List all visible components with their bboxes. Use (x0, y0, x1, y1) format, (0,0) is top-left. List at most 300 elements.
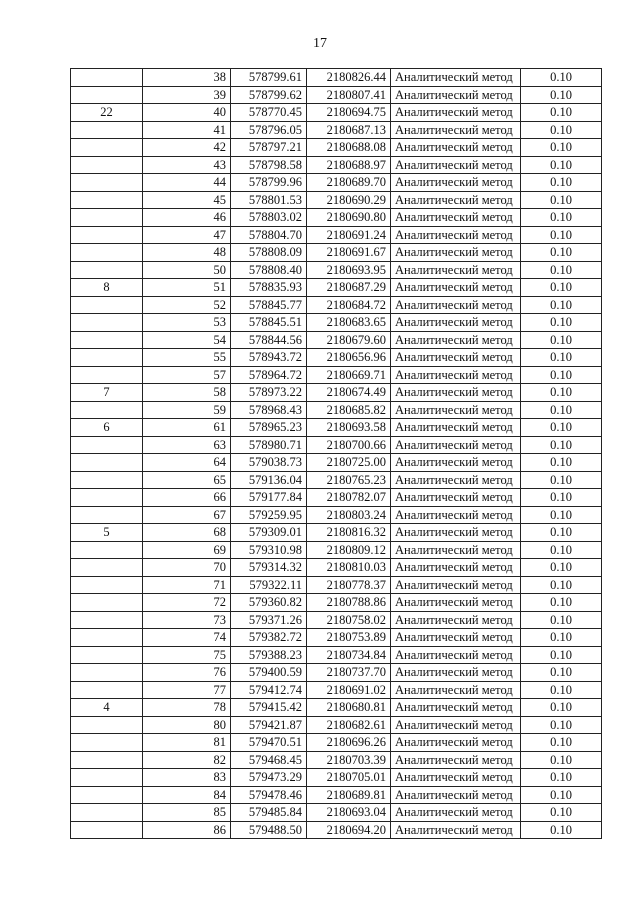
point-number-cell: 63 (143, 436, 231, 454)
x-coordinate-cell: 579415.42 (231, 699, 307, 717)
method-cell: Аналитический метод (391, 86, 521, 104)
accuracy-cell: 0.10 (521, 296, 602, 314)
x-coordinate-cell: 579177.84 (231, 489, 307, 507)
contour-number-cell (71, 716, 143, 734)
method-cell: Аналитический метод (391, 611, 521, 629)
accuracy-cell: 0.10 (521, 629, 602, 647)
y-coordinate-cell: 2180669.71 (307, 366, 391, 384)
y-coordinate-cell: 2180694.20 (307, 821, 391, 839)
y-coordinate-cell: 2180807.41 (307, 86, 391, 104)
contour-number-cell (71, 209, 143, 227)
point-number-cell: 48 (143, 244, 231, 262)
table-row (71, 296, 602, 314)
accuracy-cell: 0.10 (521, 751, 602, 769)
table-row (71, 384, 602, 402)
table-row (71, 244, 602, 262)
contour-number-cell: 7 (71, 384, 143, 402)
contour-number-cell (71, 331, 143, 349)
accuracy-cell: 0.10 (521, 646, 602, 664)
x-coordinate-cell: 579038.73 (231, 454, 307, 472)
accuracy-cell: 0.10 (521, 716, 602, 734)
table-row (71, 436, 602, 454)
y-coordinate-cell: 2180691.02 (307, 681, 391, 699)
method-cell: Аналитический метод (391, 384, 521, 402)
method-cell: Аналитический метод (391, 541, 521, 559)
method-cell: Аналитический метод (391, 646, 521, 664)
table-row (71, 524, 602, 542)
y-coordinate-cell: 2180683.65 (307, 314, 391, 332)
accuracy-cell: 0.10 (521, 121, 602, 139)
y-coordinate-cell: 2180680.81 (307, 699, 391, 717)
y-coordinate-cell: 2180782.07 (307, 489, 391, 507)
y-coordinate-cell: 2180753.89 (307, 629, 391, 647)
x-coordinate-cell: 579400.59 (231, 664, 307, 682)
y-coordinate-cell: 2180679.60 (307, 331, 391, 349)
table-row (71, 541, 602, 559)
method-cell: Аналитический метод (391, 471, 521, 489)
coordinates-table (70, 68, 602, 839)
x-coordinate-cell: 579478.46 (231, 786, 307, 804)
point-number-cell: 83 (143, 769, 231, 787)
point-number-cell: 74 (143, 629, 231, 647)
accuracy-cell: 0.10 (521, 314, 602, 332)
method-cell: Аналитический метод (391, 821, 521, 839)
accuracy-cell: 0.10 (521, 261, 602, 279)
point-number-cell: 38 (143, 69, 231, 87)
contour-number-cell (71, 261, 143, 279)
y-coordinate-cell: 2180810.03 (307, 559, 391, 577)
point-number-cell: 84 (143, 786, 231, 804)
table-row (71, 699, 602, 717)
y-coordinate-cell: 2180656.96 (307, 349, 391, 367)
contour-number-cell (71, 401, 143, 419)
coordinates-table-body (71, 69, 602, 839)
table-row (71, 769, 602, 787)
y-coordinate-cell: 2180689.70 (307, 174, 391, 192)
contour-number-cell (71, 69, 143, 87)
x-coordinate-cell: 579360.82 (231, 594, 307, 612)
accuracy-cell: 0.10 (521, 559, 602, 577)
contour-number-cell: 4 (71, 699, 143, 717)
point-number-cell: 50 (143, 261, 231, 279)
point-number-cell: 72 (143, 594, 231, 612)
table-row (71, 279, 602, 297)
x-coordinate-cell: 578803.02 (231, 209, 307, 227)
accuracy-cell: 0.10 (521, 86, 602, 104)
method-cell: Аналитический метод (391, 664, 521, 682)
point-number-cell: 73 (143, 611, 231, 629)
accuracy-cell: 0.10 (521, 104, 602, 122)
method-cell: Аналитический метод (391, 804, 521, 822)
x-coordinate-cell: 578968.43 (231, 401, 307, 419)
table-row (71, 611, 602, 629)
method-cell: Аналитический метод (391, 489, 521, 507)
point-number-cell: 67 (143, 506, 231, 524)
table-row (71, 594, 602, 612)
y-coordinate-cell: 2180734.84 (307, 646, 391, 664)
table-row (71, 226, 602, 244)
y-coordinate-cell: 2180689.81 (307, 786, 391, 804)
x-coordinate-cell: 579322.11 (231, 576, 307, 594)
page-number: 17 (313, 36, 327, 51)
contour-number-cell (71, 576, 143, 594)
accuracy-cell: 0.10 (521, 454, 602, 472)
x-coordinate-cell: 579470.51 (231, 734, 307, 752)
y-coordinate-cell: 2180684.72 (307, 296, 391, 314)
table-row (71, 576, 602, 594)
point-number-cell: 69 (143, 541, 231, 559)
method-cell: Аналитический метод (391, 279, 521, 297)
table-row (71, 121, 602, 139)
table-row (71, 314, 602, 332)
contour-number-cell: 5 (71, 524, 143, 542)
point-number-cell: 51 (143, 279, 231, 297)
accuracy-cell: 0.10 (521, 209, 602, 227)
table-row (71, 139, 602, 157)
contour-number-cell (71, 629, 143, 647)
accuracy-cell: 0.10 (521, 804, 602, 822)
point-number-cell: 58 (143, 384, 231, 402)
contour-number-cell (71, 541, 143, 559)
x-coordinate-cell: 579136.04 (231, 471, 307, 489)
contour-number-cell (71, 786, 143, 804)
point-number-cell: 80 (143, 716, 231, 734)
contour-number-cell: 8 (71, 279, 143, 297)
y-coordinate-cell: 2180685.82 (307, 401, 391, 419)
accuracy-cell: 0.10 (521, 69, 602, 87)
x-coordinate-cell: 579382.72 (231, 629, 307, 647)
table-row (71, 716, 602, 734)
table-row (71, 629, 602, 647)
x-coordinate-cell: 579314.32 (231, 559, 307, 577)
point-number-cell: 75 (143, 646, 231, 664)
table-row (71, 646, 602, 664)
table-row (71, 559, 602, 577)
table-row (71, 156, 602, 174)
point-number-cell: 59 (143, 401, 231, 419)
contour-number-cell (71, 86, 143, 104)
accuracy-cell: 0.10 (521, 226, 602, 244)
point-number-cell: 46 (143, 209, 231, 227)
accuracy-cell: 0.10 (521, 769, 602, 787)
x-coordinate-cell: 578796.05 (231, 121, 307, 139)
table-row (71, 804, 602, 822)
y-coordinate-cell: 2180687.29 (307, 279, 391, 297)
accuracy-cell: 0.10 (521, 611, 602, 629)
contour-number-cell (71, 314, 143, 332)
accuracy-cell: 0.10 (521, 506, 602, 524)
y-coordinate-cell: 2180758.02 (307, 611, 391, 629)
method-cell: Аналитический метод (391, 769, 521, 787)
x-coordinate-cell: 578980.71 (231, 436, 307, 454)
method-cell: Аналитический метод (391, 436, 521, 454)
y-coordinate-cell: 2180674.49 (307, 384, 391, 402)
y-coordinate-cell: 2180809.12 (307, 541, 391, 559)
contour-number-cell (71, 471, 143, 489)
method-cell: Аналитический метод (391, 244, 521, 262)
point-number-cell: 47 (143, 226, 231, 244)
contour-number-cell (71, 664, 143, 682)
x-coordinate-cell: 578965.23 (231, 419, 307, 437)
accuracy-cell: 0.10 (521, 524, 602, 542)
method-cell: Аналитический метод (391, 716, 521, 734)
method-cell: Аналитический метод (391, 576, 521, 594)
point-number-cell: 66 (143, 489, 231, 507)
table-row (71, 191, 602, 209)
accuracy-cell: 0.10 (521, 174, 602, 192)
x-coordinate-cell: 578798.58 (231, 156, 307, 174)
table-row (71, 419, 602, 437)
x-coordinate-cell: 578845.77 (231, 296, 307, 314)
y-coordinate-cell: 2180705.01 (307, 769, 391, 787)
y-coordinate-cell: 2180816.32 (307, 524, 391, 542)
accuracy-cell: 0.10 (521, 576, 602, 594)
accuracy-cell: 0.10 (521, 594, 602, 612)
accuracy-cell: 0.10 (521, 734, 602, 752)
point-number-cell: 39 (143, 86, 231, 104)
y-coordinate-cell: 2180693.95 (307, 261, 391, 279)
point-number-cell: 81 (143, 734, 231, 752)
method-cell: Аналитический метод (391, 261, 521, 279)
table-row (71, 454, 602, 472)
contour-number-cell (71, 594, 143, 612)
method-cell: Аналитический метод (391, 296, 521, 314)
table-row (71, 821, 602, 839)
method-cell: Аналитический метод (391, 419, 521, 437)
table-row (71, 69, 602, 87)
table-row (71, 331, 602, 349)
contour-number-cell: 22 (71, 104, 143, 122)
table-row (71, 174, 602, 192)
method-cell: Аналитический метод (391, 349, 521, 367)
y-coordinate-cell: 2180803.24 (307, 506, 391, 524)
table-row (71, 104, 602, 122)
table-row (71, 209, 602, 227)
y-coordinate-cell: 2180693.04 (307, 804, 391, 822)
y-coordinate-cell: 2180688.08 (307, 139, 391, 157)
contour-number-cell (71, 489, 143, 507)
method-cell: Аналитический метод (391, 454, 521, 472)
x-coordinate-cell: 579468.45 (231, 751, 307, 769)
x-coordinate-cell: 578943.72 (231, 349, 307, 367)
x-coordinate-cell: 578808.09 (231, 244, 307, 262)
point-number-cell: 43 (143, 156, 231, 174)
accuracy-cell: 0.10 (521, 331, 602, 349)
method-cell: Аналитический метод (391, 366, 521, 384)
accuracy-cell: 0.10 (521, 436, 602, 454)
x-coordinate-cell: 578844.56 (231, 331, 307, 349)
table-row (71, 86, 602, 104)
method-cell: Аналитический метод (391, 594, 521, 612)
x-coordinate-cell: 578799.96 (231, 174, 307, 192)
point-number-cell: 42 (143, 139, 231, 157)
point-number-cell: 85 (143, 804, 231, 822)
point-number-cell: 82 (143, 751, 231, 769)
point-number-cell: 57 (143, 366, 231, 384)
point-number-cell: 53 (143, 314, 231, 332)
point-number-cell: 68 (143, 524, 231, 542)
table-row (71, 489, 602, 507)
y-coordinate-cell: 2180765.23 (307, 471, 391, 489)
x-coordinate-cell: 579412.74 (231, 681, 307, 699)
method-cell: Аналитический метод (391, 524, 521, 542)
table-row (71, 664, 602, 682)
x-coordinate-cell: 578799.62 (231, 86, 307, 104)
method-cell: Аналитический метод (391, 559, 521, 577)
contour-number-cell (71, 366, 143, 384)
x-coordinate-cell: 578801.53 (231, 191, 307, 209)
y-coordinate-cell: 2180693.58 (307, 419, 391, 437)
point-number-cell: 64 (143, 454, 231, 472)
method-cell: Аналитический метод (391, 506, 521, 524)
contour-number-cell (71, 156, 143, 174)
point-number-cell: 41 (143, 121, 231, 139)
point-number-cell: 76 (143, 664, 231, 682)
method-cell: Аналитический метод (391, 191, 521, 209)
x-coordinate-cell: 579485.84 (231, 804, 307, 822)
method-cell: Аналитический метод (391, 156, 521, 174)
contour-number-cell (71, 174, 143, 192)
accuracy-cell: 0.10 (521, 279, 602, 297)
y-coordinate-cell: 2180788.86 (307, 594, 391, 612)
y-coordinate-cell: 2180690.80 (307, 209, 391, 227)
accuracy-cell: 0.10 (521, 419, 602, 437)
x-coordinate-cell: 578808.40 (231, 261, 307, 279)
x-coordinate-cell: 579421.87 (231, 716, 307, 734)
contour-number-cell (71, 191, 143, 209)
y-coordinate-cell: 2180694.75 (307, 104, 391, 122)
x-coordinate-cell: 579371.26 (231, 611, 307, 629)
x-coordinate-cell: 579310.98 (231, 541, 307, 559)
point-number-cell: 65 (143, 471, 231, 489)
accuracy-cell: 0.10 (521, 156, 602, 174)
method-cell: Аналитический метод (391, 629, 521, 647)
contour-number-cell (71, 436, 143, 454)
contour-number-cell (71, 121, 143, 139)
contour-number-cell (71, 804, 143, 822)
accuracy-cell: 0.10 (521, 366, 602, 384)
point-number-cell: 40 (143, 104, 231, 122)
contour-number-cell (71, 349, 143, 367)
y-coordinate-cell: 2180688.97 (307, 156, 391, 174)
x-coordinate-cell: 579309.01 (231, 524, 307, 542)
contour-number-cell (71, 611, 143, 629)
y-coordinate-cell: 2180778.37 (307, 576, 391, 594)
method-cell: Аналитический метод (391, 174, 521, 192)
table-row (71, 366, 602, 384)
method-cell: Аналитический метод (391, 734, 521, 752)
point-number-cell: 45 (143, 191, 231, 209)
table-row (71, 349, 602, 367)
accuracy-cell: 0.10 (521, 384, 602, 402)
x-coordinate-cell: 578797.21 (231, 139, 307, 157)
method-cell: Аналитический метод (391, 209, 521, 227)
accuracy-cell: 0.10 (521, 139, 602, 157)
x-coordinate-cell: 578835.93 (231, 279, 307, 297)
accuracy-cell: 0.10 (521, 349, 602, 367)
contour-number-cell (71, 139, 143, 157)
table-row (71, 261, 602, 279)
y-coordinate-cell: 2180703.39 (307, 751, 391, 769)
accuracy-cell: 0.10 (521, 821, 602, 839)
accuracy-cell: 0.10 (521, 401, 602, 419)
method-cell: Аналитический метод (391, 226, 521, 244)
y-coordinate-cell: 2180725.00 (307, 454, 391, 472)
contour-number-cell (71, 226, 143, 244)
contour-number-cell (71, 646, 143, 664)
contour-number-cell (71, 751, 143, 769)
point-number-cell: 77 (143, 681, 231, 699)
point-number-cell: 78 (143, 699, 231, 717)
accuracy-cell: 0.10 (521, 471, 602, 489)
table-row (71, 471, 602, 489)
point-number-cell: 70 (143, 559, 231, 577)
method-cell: Аналитический метод (391, 69, 521, 87)
y-coordinate-cell: 2180690.29 (307, 191, 391, 209)
contour-number-cell: 6 (71, 419, 143, 437)
method-cell: Аналитический метод (391, 331, 521, 349)
accuracy-cell: 0.10 (521, 541, 602, 559)
accuracy-cell: 0.10 (521, 664, 602, 682)
method-cell: Аналитический метод (391, 121, 521, 139)
point-number-cell: 71 (143, 576, 231, 594)
y-coordinate-cell: 2180700.66 (307, 436, 391, 454)
x-coordinate-cell: 578964.72 (231, 366, 307, 384)
accuracy-cell: 0.10 (521, 681, 602, 699)
x-coordinate-cell: 579259.95 (231, 506, 307, 524)
y-coordinate-cell: 2180696.26 (307, 734, 391, 752)
contour-number-cell (71, 244, 143, 262)
point-number-cell: 54 (143, 331, 231, 349)
contour-number-cell (71, 821, 143, 839)
y-coordinate-cell: 2180737.70 (307, 664, 391, 682)
method-cell: Аналитический метод (391, 751, 521, 769)
x-coordinate-cell: 578804.70 (231, 226, 307, 244)
table-row (71, 734, 602, 752)
x-coordinate-cell: 578799.61 (231, 69, 307, 87)
contour-number-cell (71, 506, 143, 524)
y-coordinate-cell: 2180682.61 (307, 716, 391, 734)
contour-number-cell (71, 296, 143, 314)
table-row (71, 506, 602, 524)
y-coordinate-cell: 2180691.24 (307, 226, 391, 244)
contour-number-cell (71, 454, 143, 472)
method-cell: Аналитический метод (391, 104, 521, 122)
method-cell: Аналитический метод (391, 139, 521, 157)
contour-number-cell (71, 559, 143, 577)
point-number-cell: 86 (143, 821, 231, 839)
accuracy-cell: 0.10 (521, 489, 602, 507)
method-cell: Аналитический метод (391, 314, 521, 332)
contour-number-cell (71, 769, 143, 787)
contour-number-cell (71, 734, 143, 752)
x-coordinate-cell: 578770.45 (231, 104, 307, 122)
table-row (71, 786, 602, 804)
accuracy-cell: 0.10 (521, 699, 602, 717)
accuracy-cell: 0.10 (521, 244, 602, 262)
point-number-cell: 61 (143, 419, 231, 437)
x-coordinate-cell: 578973.22 (231, 384, 307, 402)
table-row (71, 751, 602, 769)
y-coordinate-cell: 2180826.44 (307, 69, 391, 87)
accuracy-cell: 0.10 (521, 786, 602, 804)
contour-number-cell (71, 681, 143, 699)
method-cell: Аналитический метод (391, 681, 521, 699)
x-coordinate-cell: 579388.23 (231, 646, 307, 664)
y-coordinate-cell: 2180691.67 (307, 244, 391, 262)
point-number-cell: 52 (143, 296, 231, 314)
x-coordinate-cell: 579473.29 (231, 769, 307, 787)
